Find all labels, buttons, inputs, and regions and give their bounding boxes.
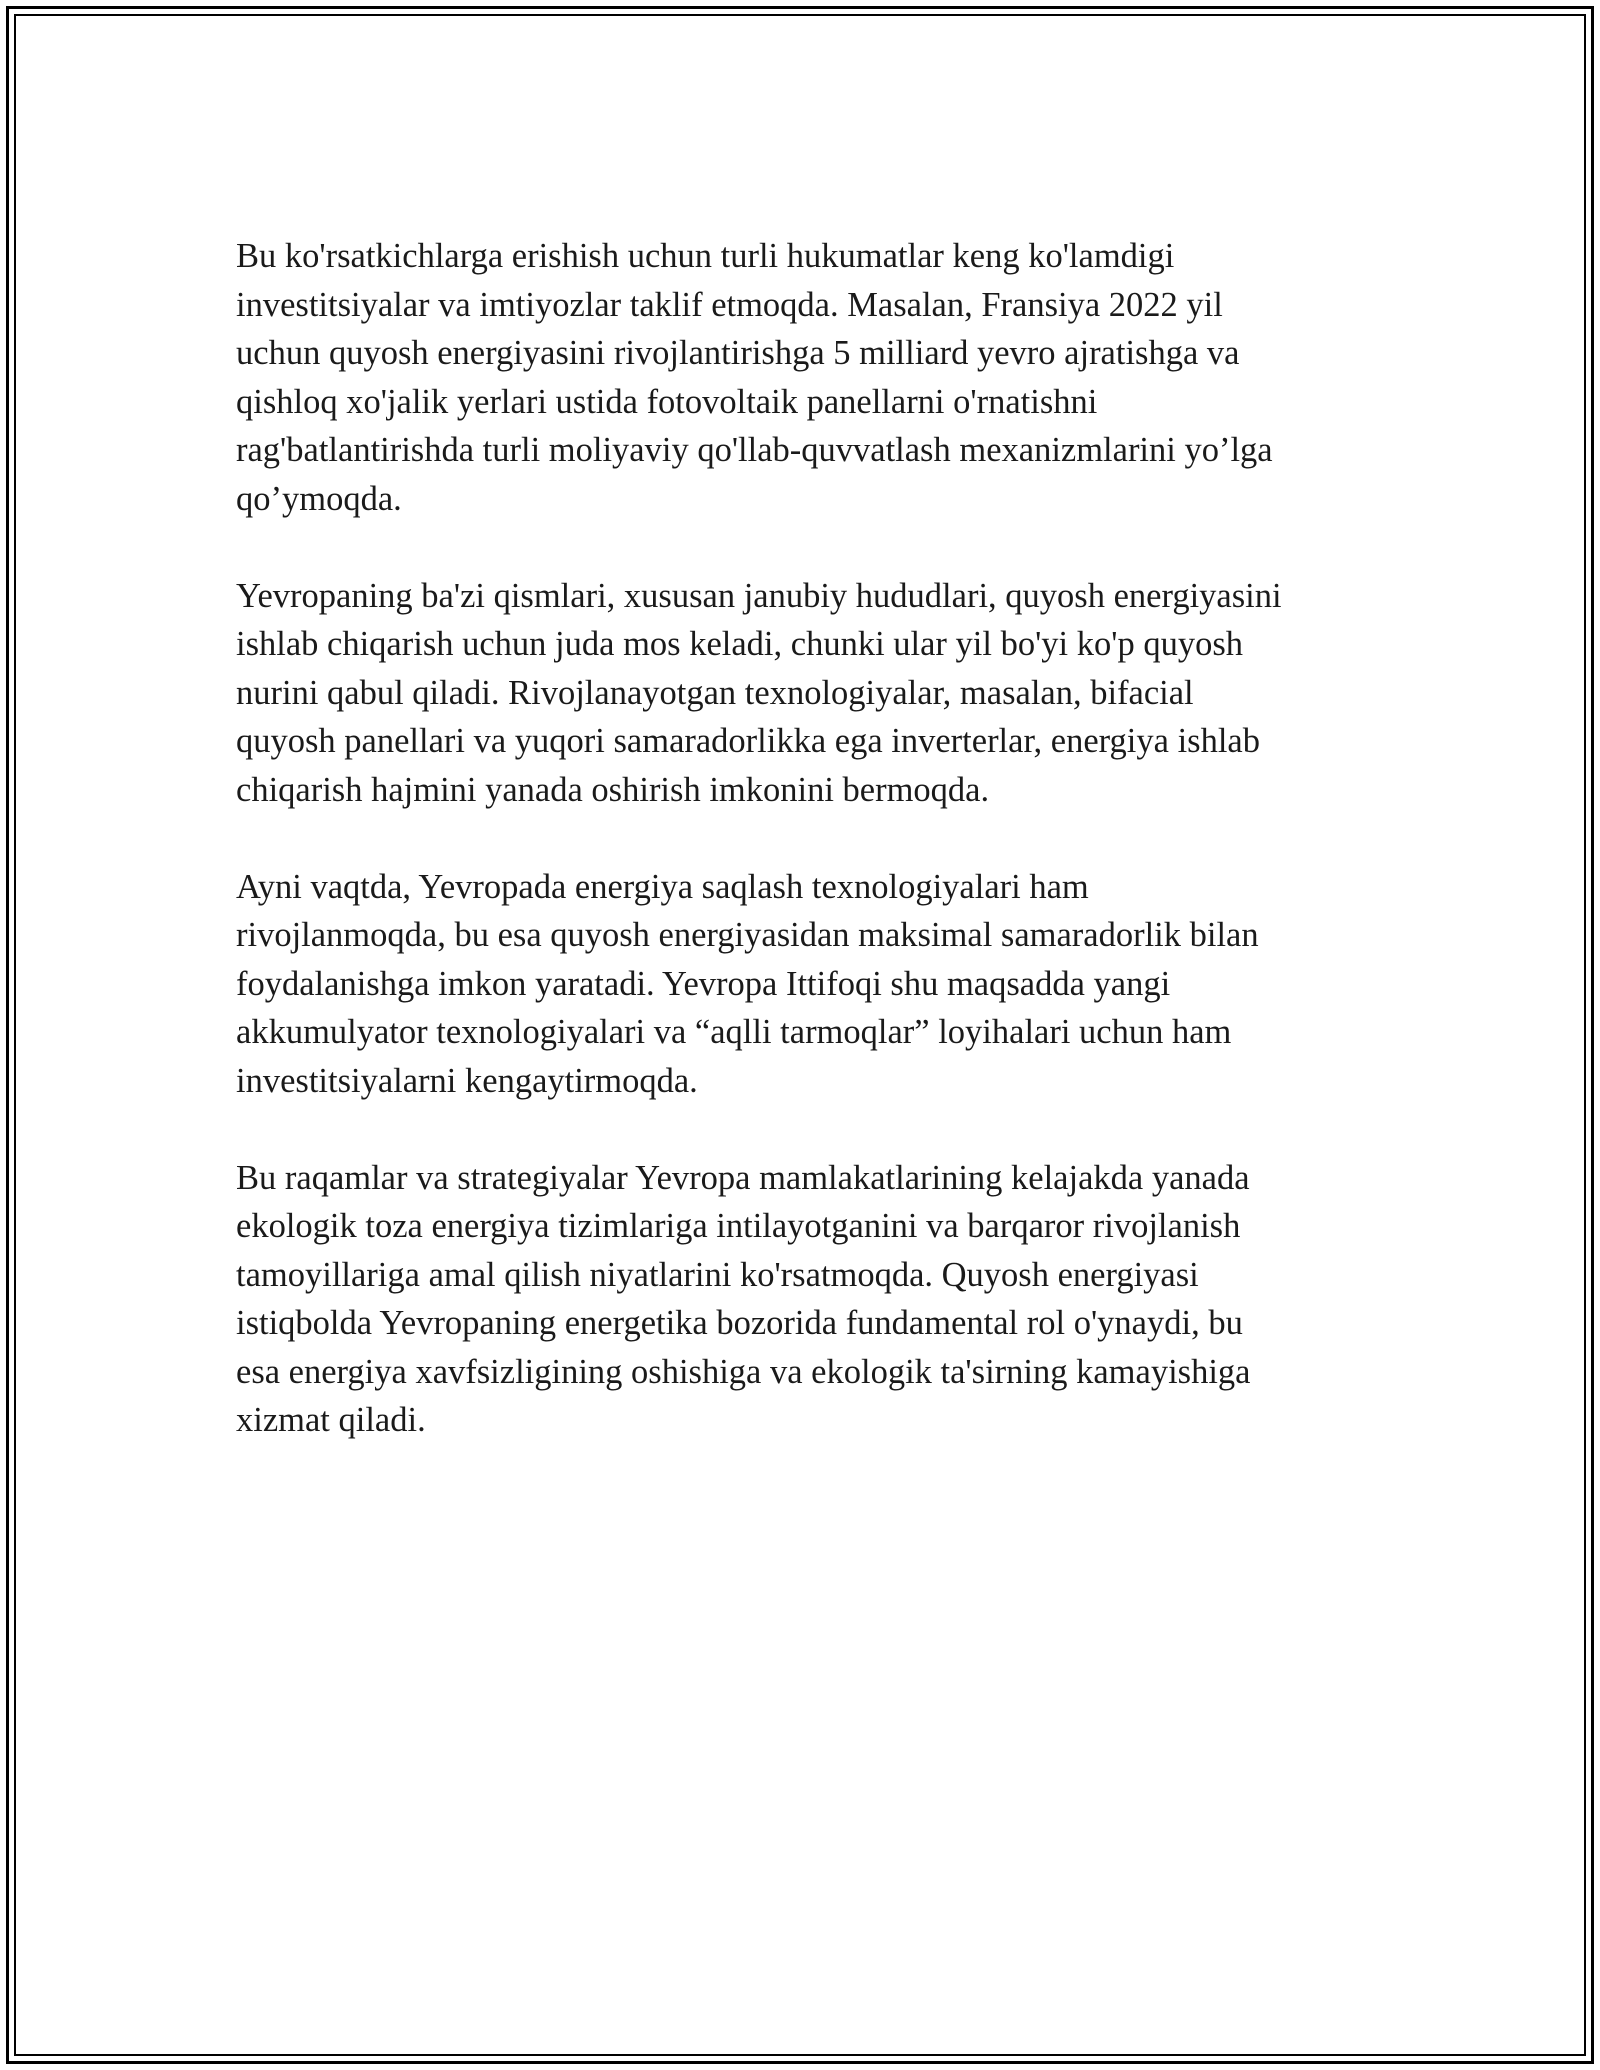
paragraph-southern-regions: Yevropaning ba'zi qismlari, xususan janubiy hududlari, quyosh energiyasini ishlab chiqarish uchun juda mos keladi, chunki ular yil bo'yi ko'p quyosh nurini qabul qiladi. Rivojlanayotgan texnologiyalar, masalan, bifacial quyosh panellari va yuqori samaradorlikka ega inverterlar, energiya ishlab chiqarish hajmini yanada oshirish imkonini bermoqda. [236, 576, 1282, 809]
document-body [236, 232, 1366, 1493]
paragraph-energy-storage: Ayni vaqtda, Yevropada energiya saqlash texnologiyalari ham rivojlanmoqda, bu esa quyosh energiyasidan maksimal samaradorlik bilan foydalanishga imkon yaratadi. Yevropa Ittifoqi shu maqsadda yangi akkumulyator texnologiyalari va “aqlli tarmoqlar” loyihalari uchun ham investitsiyalarni kengaytirmoqda. [236, 867, 1259, 1100]
paragraph-investments: Bu ko'rsatkichlarga erishish uchun turli hukumatlar keng ko'lamdigi investitsiyalar va imtiyozlar taklif etmoqda. Masalan, Fransiya 2022 yil uchun quyosh energiyasini rivojlantirishga 5 milliard yevro ajratishga va qishloq xo'jalik yerlari ustida fotovoltaik panellarni o'rnatishni rag'batlantirishda turli moliyaviy qo'llab-quvvatlash mexanizmlarini yo’lga qo’ymoqda. [236, 237, 1273, 518]
paragraph-conclusion: Bu raqamlar va strategiyalar Yevropa mamlakatlarining kelajakda yanada ekologik toza energiya tizimlariga intilayotganini va barqaror rivojlanish tamoyillariga amal qilish niyatlarini ko'rsatmoqda. Quyosh energiyasi istiqbolda Yevropaning energetika bozorida fundamental rol o'ynaydi, bu esa energiya xavfsizligining oshishiga va ekologik ta'sirning kamayishiga xizmat qiladi. [236, 1158, 1251, 1439]
